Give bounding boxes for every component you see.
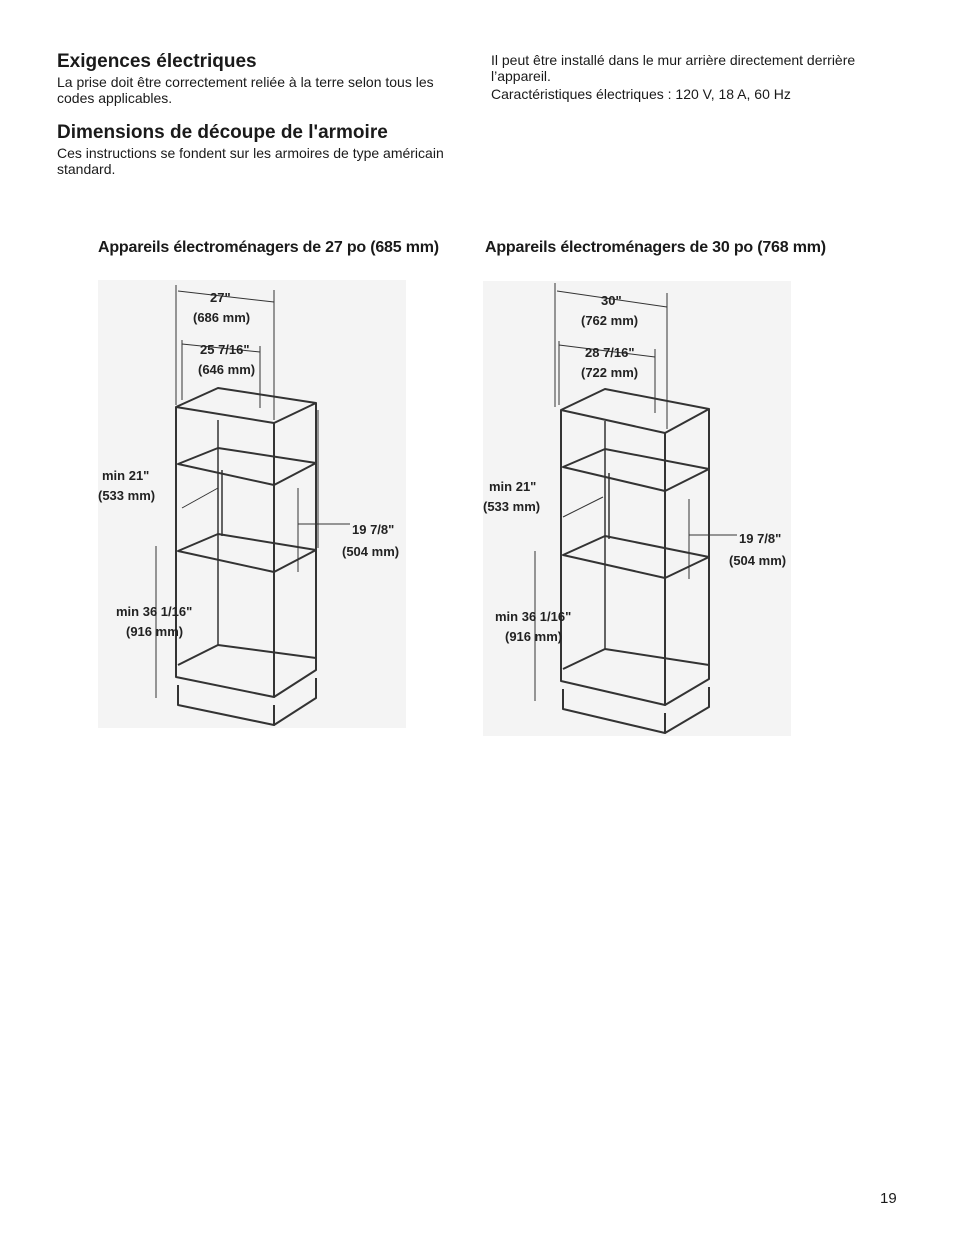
inner-width-mm-27: (646 mm) — [198, 362, 256, 377]
overall-width-label-27: 27" — [210, 290, 231, 305]
inner-width-label-27: 25 7/16" — [200, 342, 250, 357]
page-number: 19 — [880, 1190, 897, 1207]
height-label-30: min 36 1/16" — [495, 609, 572, 624]
section-cutout-dimensions — [57, 121, 467, 177]
height-mm-27: (916 mm) — [126, 624, 184, 639]
right-column — [491, 52, 891, 102]
overall-width-mm-30: (762 mm) — [581, 313, 639, 328]
inner-width-label-30: 28 7/16" — [585, 345, 635, 360]
cabinet-drawing-30 — [483, 281, 791, 736]
inner-width-mm-30: (722 mm) — [581, 365, 639, 380]
top-board — [176, 388, 316, 423]
shelf-depth-mm-27: (504 mm) — [342, 544, 400, 559]
paragraph-electrical-grounding: La prise doit être correctement reliée à la terre selon tous les codes applicables. — [57, 74, 434, 106]
figure-caption-30: Appareils électroménagers de 30 po (768 mm) — [485, 239, 826, 256]
upper-shelf — [563, 449, 709, 491]
height-mm-30: (916 mm) — [505, 629, 563, 644]
cabinet-drawing-27 — [98, 280, 406, 728]
paragraph-install-location: Il peut être installé dans le mur arrière directement derrière l’appareil. — [491, 52, 856, 84]
shelf-depth-mm-30: (504 mm) — [729, 553, 787, 568]
overall-width-mm-27: (686 mm) — [193, 310, 251, 325]
upper-shelf — [178, 448, 316, 485]
heading-electrical-requirements: Exigences électriques — [57, 51, 257, 72]
paragraph-electrical-specs: Caractéristiques électriques : 120 V, 18 A, 60 Hz — [491, 86, 791, 102]
cabinet-diagram-27 — [98, 280, 406, 728]
cabinet-diagram-30 — [483, 281, 791, 736]
top-board — [561, 389, 709, 433]
depth-mm-27: (533 mm) — [98, 488, 156, 503]
depth-label-30: min 21" — [489, 479, 537, 494]
height-label-27: min 36 1/16" — [116, 604, 193, 619]
depth-mm-30: (533 mm) — [483, 499, 541, 514]
figure-caption-27: Appareils électroménagers de 27 po (685 mm) — [98, 239, 439, 256]
middle-shelf — [178, 534, 316, 572]
shelf-depth-label-27: 19 7/8" — [352, 522, 395, 537]
heading-cutout-dimensions: Dimensions de découpe de l'armoire — [57, 122, 388, 143]
left-column — [57, 50, 467, 177]
front-frame — [176, 407, 274, 697]
middle-shelf — [563, 536, 709, 578]
depth-label-27: min 21" — [102, 468, 150, 483]
paragraph-cutout-standard: Ces instructions se fondent sur les armoires de type américain standard. — [57, 145, 444, 177]
shelf-depth-label-30: 19 7/8" — [739, 531, 782, 546]
overall-width-label-30: 30" — [601, 293, 622, 308]
